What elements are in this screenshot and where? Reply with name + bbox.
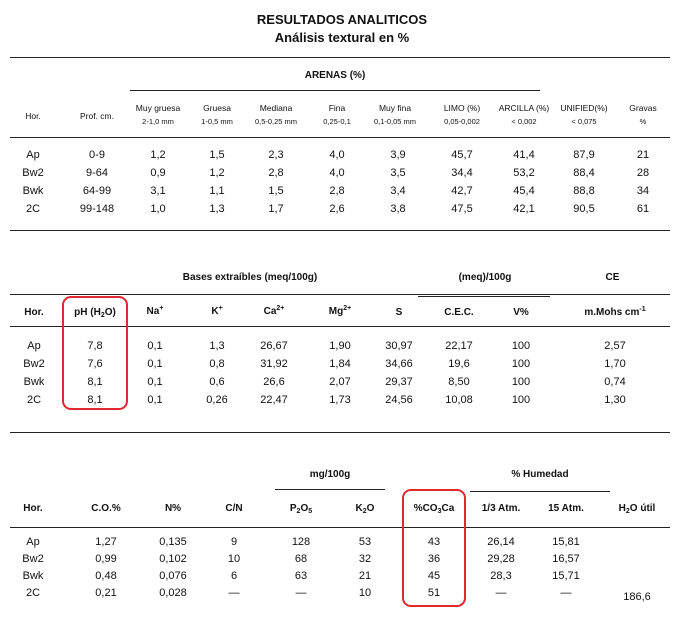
t3-cell: 6 — [230, 570, 238, 582]
t3-cell: 21 — [358, 570, 372, 582]
t3-cell: 29,28 — [487, 553, 515, 565]
t1-cell: 4,0 — [329, 167, 345, 179]
t1-header-sub: 2-1,0 mm — [142, 117, 174, 126]
table1-top-rule — [10, 57, 670, 58]
t1-cell: 2,8 — [268, 167, 284, 179]
t2-cell: 1,3 — [209, 340, 225, 352]
t2-hdr-na: Na+ — [146, 305, 164, 317]
t2-cell: 26,6 — [263, 376, 285, 388]
t3-cell: 32 — [358, 553, 372, 565]
t2-cell: 0,8 — [209, 358, 225, 370]
t3-cell: 51 — [427, 587, 441, 599]
t3-cell: 0,21 — [95, 587, 117, 599]
table2-top-rule — [10, 294, 670, 295]
t2-cell: 100 — [511, 376, 531, 388]
t3-cell: 0,135 — [159, 536, 187, 548]
t1-cell: 3,9 — [390, 149, 406, 161]
t1-cell: 61 — [636, 203, 650, 215]
t1-header-sub: 0,05-0,002 — [444, 117, 480, 126]
t2-cell: 0,1 — [147, 340, 163, 352]
t2-cell: 0,1 — [147, 358, 163, 370]
t1-cell: 1,2 — [150, 149, 166, 161]
t1-header-sub: % — [639, 117, 647, 126]
t3-hdr-k2o: $K_2O$ — [355, 503, 375, 515]
t1-header-sub: 0,25-0,1 — [323, 117, 351, 126]
horizon-label: Ap — [26, 536, 40, 548]
t1-cell: 88,8 — [573, 185, 595, 197]
t1-cell: 45,4 — [513, 185, 535, 197]
t2-cell: 0,1 — [147, 394, 163, 406]
t3-hdr-hor: Hor. — [23, 503, 43, 514]
t1-cell: 28 — [636, 167, 650, 179]
t2-hdr-mg: $Mg^{2+}$ — [328, 305, 352, 317]
t1-cell: 0-9 — [89, 149, 105, 161]
t3-cell: 0,028 — [159, 587, 187, 599]
caco3-highlight-box — [402, 489, 466, 607]
t1-cell: 90,5 — [573, 203, 595, 215]
t3-hdr-co: C.O.% — [91, 503, 121, 514]
t1-cell: 21 — [636, 149, 650, 161]
t3-cell: 0,99 — [95, 553, 117, 565]
t1-header-label: Muy gruesa — [135, 103, 181, 113]
t1-header-label: ARCILLA (%) — [498, 103, 550, 113]
t2-hdr-ph: pH $(H_2O)$ — [74, 307, 116, 319]
t3-cell: 26,14 — [487, 536, 515, 548]
table2-group-bases: Bases extraíbles (meq/100g) — [182, 272, 318, 283]
t1-cell: 2,8 — [329, 185, 345, 197]
t1-cell: 42,7 — [451, 185, 473, 197]
t3-cell: 128 — [291, 536, 311, 548]
t3-hdr-caco3: $\%CO_3Ca$ — [413, 503, 455, 515]
t3-hdr-h2o: $H_2O$ útil — [618, 503, 656, 515]
t2-cell: 1,84 — [329, 358, 351, 370]
t1-header-sub: 0,5-0,25 mm — [254, 117, 298, 126]
t1-header-label: Prof. cm. — [79, 111, 114, 121]
table2-group-ce: CE — [605, 272, 620, 283]
t3-cell: 10 — [227, 553, 241, 565]
t3-cell: 0,48 — [95, 570, 117, 582]
t1-cell: 1,3 — [209, 203, 225, 215]
t3-cell: 63 — [294, 570, 308, 582]
t1-header-sub: 0,1-0,05 mm — [373, 117, 417, 126]
page-title: RESULTADOS ANALITICOS — [256, 12, 428, 27]
t3-cell: 68 — [294, 553, 308, 565]
t1-cell: 34,4 — [451, 167, 473, 179]
t1-cell: 47,5 — [451, 203, 473, 215]
t2-cell: 100 — [511, 358, 531, 370]
t2-cell: 22,47 — [260, 394, 288, 406]
table3-group-mg: mg/100g — [309, 469, 351, 480]
t1-cell: 42,1 — [513, 203, 535, 215]
t2-cell: 1,73 — [329, 394, 351, 406]
horizon-label: Ap — [26, 149, 40, 161]
t1-cell: 2,3 — [268, 149, 284, 161]
t2-hdr-v: V% — [513, 307, 529, 318]
t3-hdr-n: N% — [164, 503, 182, 514]
t1-cell: 4,0 — [329, 149, 345, 161]
t2-hdr-s: S — [395, 307, 403, 318]
table1-group-rule — [130, 90, 540, 91]
t3-hdr-cn: C/N — [225, 503, 243, 514]
t3-cell: 10 — [358, 587, 372, 599]
t3-cell: 0,076 — [159, 570, 187, 582]
t1-header-label: Gravas — [629, 103, 657, 113]
table3-hum-rule — [470, 491, 610, 492]
horizon-label: 2C — [26, 394, 42, 406]
t2-cell: 34,66 — [385, 358, 413, 370]
t1-header-label: LIMO (%) — [443, 103, 481, 113]
t3-cell: 45 — [427, 570, 441, 582]
t2-cell: 1,90 — [329, 340, 351, 352]
t1-cell: 3,8 — [390, 203, 406, 215]
t3-cell: — — [228, 587, 240, 599]
t3-cell: 15,81 — [552, 536, 580, 548]
t2-cell: 1,30 — [604, 394, 626, 406]
t3-hdr-atm13: 1/3 Atm. — [481, 503, 521, 514]
page-subtitle: Análisis textural en % — [274, 30, 410, 45]
table2-meq-rule — [418, 296, 550, 297]
t2-cell: 100 — [511, 340, 531, 352]
t2-cell: 0,6 — [209, 376, 225, 388]
t3-cell: 43 — [427, 536, 441, 548]
t1-cell: 3,1 — [150, 185, 166, 197]
t3-cell: — — [495, 587, 507, 599]
t1-header-label: Mediana — [259, 103, 293, 113]
t1-cell: 1,2 — [209, 167, 225, 179]
t1-cell: 2,6 — [329, 203, 345, 215]
t1-cell: 1,7 — [268, 203, 284, 215]
t2-cell: 8,1 — [87, 376, 103, 388]
t1-header-sub: < 0,002 — [511, 117, 537, 126]
t1-header-label: Muy fina — [378, 103, 412, 113]
t2-cell: 30,97 — [385, 340, 413, 352]
t2-cell: 0,74 — [604, 376, 626, 388]
horizon-label: 2C — [25, 587, 41, 599]
t3-cell: 36 — [427, 553, 441, 565]
t1-cell: 3,5 — [390, 167, 406, 179]
t1-header-label: Hor. — [25, 111, 41, 121]
horizon-label: Bwk — [22, 185, 44, 197]
t3-cell: 186,6 — [623, 591, 651, 603]
t1-cell: 9-64 — [85, 167, 109, 179]
t2-cell: 19,6 — [448, 358, 470, 370]
t1-header-sub: 1-0,5 mm — [201, 117, 233, 126]
table3-mg-rule — [275, 489, 385, 490]
horizon-label: Bw2 — [23, 358, 45, 370]
table3-group-humedad: % Humedad — [511, 469, 569, 480]
table3-header-rule — [10, 527, 670, 528]
t3-cell: 16,57 — [552, 553, 580, 565]
table2-group-meq: (meq)/100g — [458, 272, 512, 283]
t2-cell: 8,1 — [87, 394, 103, 406]
t3-cell: 15,71 — [552, 570, 580, 582]
t1-header-sub: < 0,075 — [571, 117, 597, 126]
table1-header-rule — [10, 137, 670, 138]
t2-cell: 2,07 — [329, 376, 351, 388]
table2-bottom-rule — [10, 432, 670, 433]
horizon-label: Ap — [27, 340, 41, 352]
t3-cell: 0,102 — [159, 553, 187, 565]
t1-header-label: UNIFIED(%) — [560, 103, 608, 113]
horizon-label: Bwk — [23, 376, 45, 388]
t1-cell: 34 — [636, 185, 650, 197]
t2-cell: 7,6 — [87, 358, 103, 370]
t2-hdr-ce: m.Mohs $cm^{-1}$ — [584, 306, 646, 318]
t3-cell: — — [560, 587, 572, 599]
t2-cell: 8,50 — [448, 376, 470, 388]
t1-cell: 53,2 — [513, 167, 535, 179]
t2-cell: 2,57 — [604, 340, 626, 352]
t3-hdr-p2o5: $P_2O_5$ — [289, 503, 313, 515]
t1-cell: 3,4 — [390, 185, 406, 197]
t1-cell: 99-148 — [79, 203, 115, 215]
t1-cell: 45,7 — [451, 149, 473, 161]
t2-hdr-k: K+ — [211, 305, 223, 317]
t3-cell: — — [295, 587, 307, 599]
t3-cell: 53 — [358, 536, 372, 548]
t2-cell: 0,1 — [147, 376, 163, 388]
horizon-label: Bwk — [22, 570, 44, 582]
t2-cell: 29,37 — [385, 376, 413, 388]
t2-cell: 0,26 — [206, 394, 228, 406]
t2-cell: 26,67 — [260, 340, 288, 352]
t3-cell: 9 — [230, 536, 238, 548]
t3-cell: 1,27 — [95, 536, 117, 548]
t1-cell: 88,4 — [573, 167, 595, 179]
t1-cell: 1,0 — [150, 203, 166, 215]
t1-cell: 87,9 — [573, 149, 595, 161]
t2-cell: 31,92 — [260, 358, 288, 370]
horizon-label: Bw2 — [22, 553, 44, 565]
t2-hdr-ca: $Ca^{2+}$ — [263, 305, 285, 317]
t1-cell: 41,4 — [513, 149, 535, 161]
t3-cell: 28,3 — [490, 570, 512, 582]
t2-cell: 10,08 — [445, 394, 473, 406]
horizon-label: Bw2 — [22, 167, 44, 179]
t2-cell: 24,56 — [385, 394, 413, 406]
t2-cell: 7,8 — [87, 340, 103, 352]
t1-cell: 1,1 — [209, 185, 225, 197]
t1-header-label: Gruesa — [203, 103, 231, 113]
t1-cell: 1,5 — [209, 149, 225, 161]
table1-bottom-rule — [10, 230, 670, 231]
t2-hdr-cec: C.E.C. — [444, 307, 474, 318]
t2-hdr-hor: Hor. — [24, 307, 44, 318]
ph-highlight-box — [62, 296, 128, 410]
t1-cell: 1,5 — [268, 185, 284, 197]
t2-cell: 1,70 — [604, 358, 626, 370]
t1-cell: 64-99 — [82, 185, 112, 197]
t2-cell: 22,17 — [445, 340, 473, 352]
t2-cell: 100 — [511, 394, 531, 406]
t1-header-label: Fina — [328, 103, 346, 113]
horizon-label: 2C — [25, 203, 41, 215]
t3-hdr-atm15: 15 Atm. — [548, 503, 584, 514]
table1-group-arenas: ARENAS (%) — [304, 70, 366, 81]
t1-cell: 0,9 — [150, 167, 166, 179]
